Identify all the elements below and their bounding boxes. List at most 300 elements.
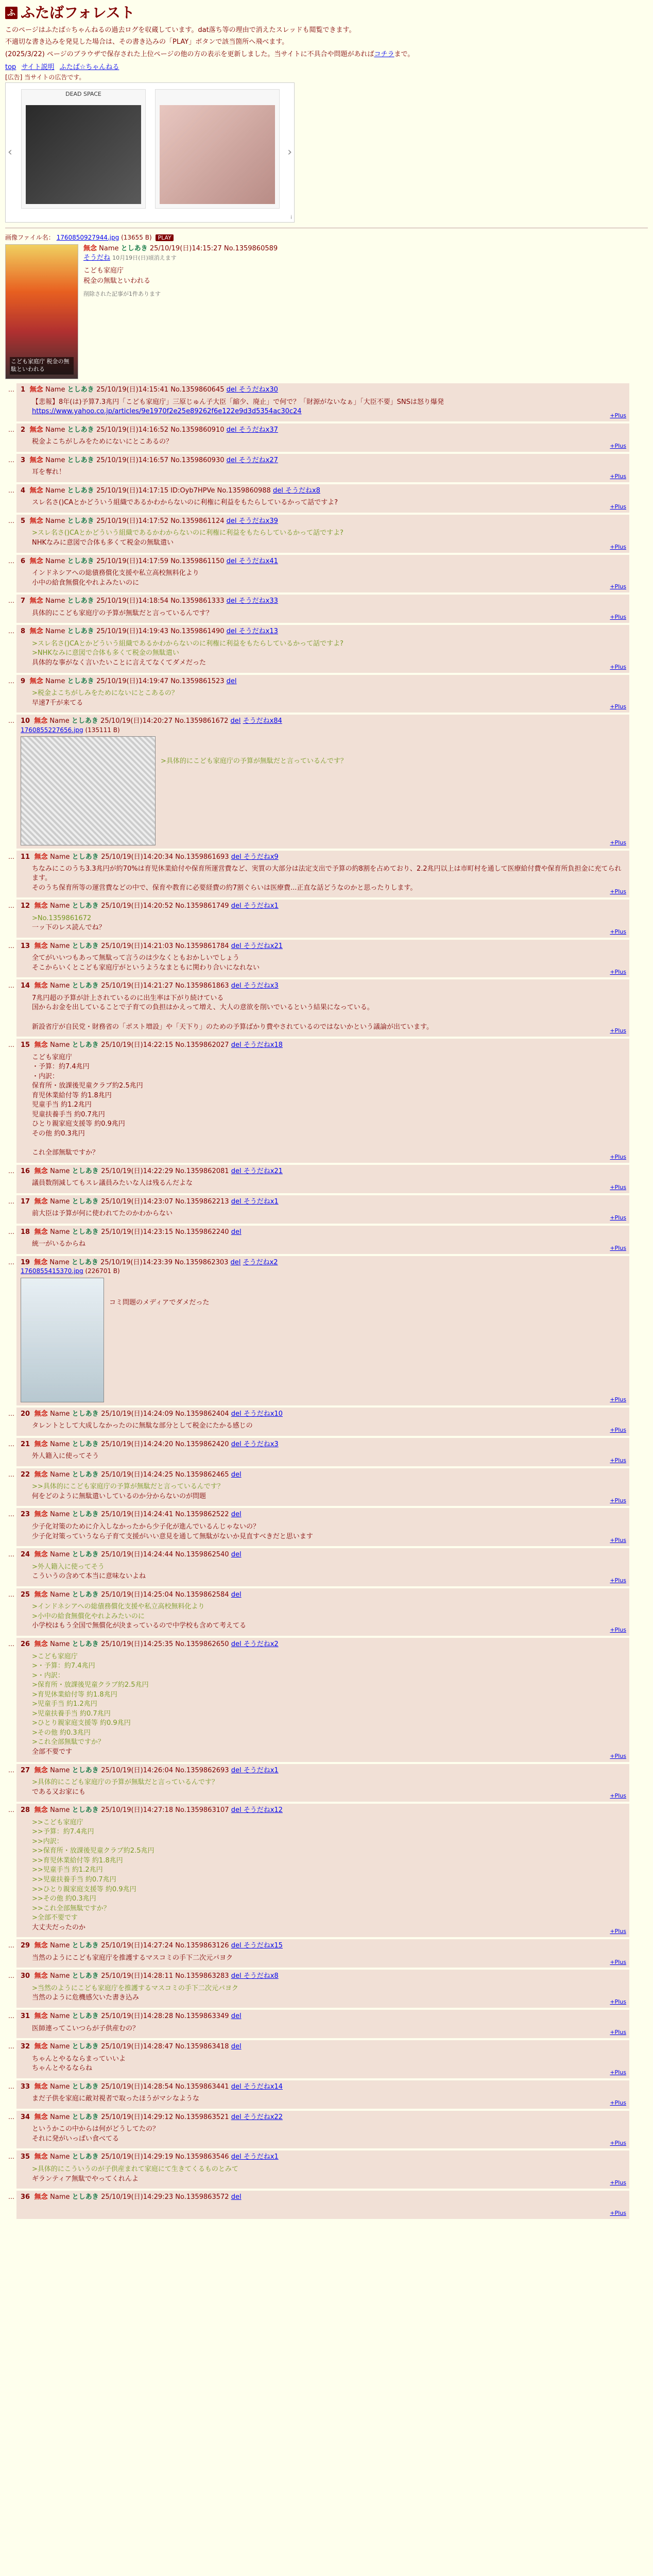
reply-date: 25/10/19(日)14:24:44 [101,1551,176,1559]
reply-no[interactable]: No.1359863546 [175,2153,231,2161]
reply-sodane[interactable]: そうだねx27 [238,456,278,464]
reply-plus-link[interactable]: +Plus [610,1396,626,1403]
reply-del-button[interactable]: del [230,717,241,725]
reply-plus-link[interactable]: +Plus [610,703,626,710]
reply [16,940,629,978]
reply-header [21,677,625,686]
reply-sodane[interactable]: そうだねx21 [243,1167,283,1175]
reply-row [5,2040,648,2078]
reply-marker: … [8,1167,14,1175]
reply-del-button[interactable]: del [231,1511,242,1519]
reply-name-label: Name [50,1640,72,1648]
reply-line: ひとり親家庭支援等 約0.9兆円 [32,1120,125,1128]
reply-plus-link[interactable]: +Plus [610,583,626,590]
reply-sodane[interactable]: そうだねx14 [243,2082,283,2091]
reply-plus-link[interactable]: +Plus [610,473,626,480]
reply-no[interactable]: No.1359863349 [175,2012,231,2020]
nav-futaba[interactable]: ふたば☆ちゃんねる [59,63,119,72]
reply-sodane[interactable]: そうだねx13 [238,628,278,636]
reply-line: その他 約0.3兆円 [32,1130,85,1138]
reply-no[interactable]: No.1359862404 [175,1410,231,1418]
reply-no[interactable]: No.1359860930 [170,456,227,464]
reply-quote-line: >これ全部無駄ですか？ [32,1738,105,1747]
reply-sodane[interactable]: そうだねx10 [243,1410,283,1418]
nav-about[interactable]: サイト説明 [21,63,55,72]
reply-plus-link[interactable]: +Plus [610,1958,626,1965]
reply-marker: … [8,628,14,635]
reply-del-button[interactable]: del [231,2153,244,2161]
reply-marker: … [8,942,14,950]
reply-file-link[interactable]: 1760855415370.jpg [21,1267,83,1275]
reply-name-label: Name [50,1590,72,1599]
reply-image-wrap [21,736,625,845]
reply-sodane[interactable]: そうだねx30 [238,386,278,394]
reply-body [32,2024,625,2033]
reply-plus-link[interactable]: +Plus [610,1214,626,1221]
reply-name: としあき [72,982,101,990]
reply-header [21,1766,625,1775]
reply-number: 1 [21,386,28,394]
reply-quote-line: >こども家庭庁 [32,1652,78,1660]
reply-del-button[interactable]: del [231,1766,244,1774]
reply-sodane[interactable]: そうだねx15 [243,1942,283,1950]
reply-header [21,942,625,951]
reply-del-button[interactable]: del [231,2082,244,2091]
reply-del-button[interactable]: del [226,677,237,685]
reply-body [32,1482,625,1501]
reply-del-button[interactable]: del [230,1258,241,1266]
reply-marker: … [8,2012,14,2020]
reply-plus-link[interactable]: +Plus [610,663,626,670]
reply-del-button[interactable]: del [272,486,285,495]
op-expire: 10月19日(日)頃消えます [112,254,177,261]
reply-plus-link[interactable]: +Plus [610,2210,626,2217]
reply-sodane[interactable]: そうだねx1 [243,902,279,910]
reply-del-button[interactable]: del [231,982,244,990]
reply-no[interactable]: No.1359862027 [175,1041,231,1049]
reply-del-button[interactable]: del [231,942,244,950]
reply-del-button[interactable]: del [231,1228,242,1236]
reply-body [32,2125,625,2143]
reply-row [5,1408,648,1436]
reply-del-button[interactable]: del [226,386,239,394]
reply-no[interactable]: No.1359862693 [175,1766,231,1774]
ad-prev-arrow-icon[interactable]: ‹ [8,146,12,159]
reply-row [5,851,648,897]
reply-sodane[interactable]: そうだねx8 [243,1972,279,1980]
reply-number: 22 [21,1470,32,1479]
reply-row [5,1970,648,2008]
reply-row [5,1226,648,1254]
reply-no[interactable]: No.1359862522 [175,1511,231,1519]
reply-del-button[interactable]: del [231,902,244,910]
reply-no[interactable]: No.1359863521 [175,2113,231,2121]
reply-file-link[interactable]: 1760855227656.jpg [21,726,83,734]
reply-plus-link[interactable]: +Plus [610,2029,626,2036]
reply-plus-link[interactable]: +Plus [610,1183,626,1191]
reply-sodane[interactable]: そうだねx21 [243,942,283,950]
reply-subject: 無念 [34,1167,50,1175]
reply-name-label: Name [50,982,72,990]
reply-name: としあき [72,1766,101,1774]
ad-card-1[interactable] [21,89,146,209]
reply-del-button[interactable]: del [231,2012,242,2020]
reply-line: 医師連ってこいつらが子供産むの？ [32,2024,140,2032]
reply-name-label: Name [50,2012,72,2020]
reply-no[interactable]: No.1359863418 [175,2043,231,2051]
reply-no[interactable]: No.1359861333 [170,597,227,605]
reply-plus-link[interactable]: +Plus [610,968,626,975]
reply-plus-link[interactable]: +Plus [610,1928,626,1935]
reply-del-button[interactable]: del [231,2193,242,2201]
reply-number: 33 [21,2082,32,2091]
reply-number: 13 [21,942,32,950]
reply-sodane[interactable]: そうだねx3 [243,1440,279,1448]
reply-date: 25/10/19(日)14:28:54 [101,2082,176,2091]
ad-banner[interactable] [5,82,295,223]
reply-del-button[interactable]: del [231,1551,242,1559]
reply-plus-link[interactable]: +Plus [610,1792,626,1800]
reply-plus-link[interactable]: +Plus [610,1245,626,1252]
reply-plus-link[interactable]: +Plus [610,2069,626,2076]
reply-sodane[interactable]: そうだねx9 [243,853,279,861]
op-file-link[interactable]: 1760850927944.jpg [56,234,119,242]
reply-number: 11 [21,853,32,861]
reply-date: 25/10/19(日)14:25:04 [101,1590,176,1599]
reply-marker: … [8,1972,14,1980]
reply-date: 25/10/19(日)14:22:15 [101,1041,176,1049]
replies-section-1 [5,383,648,713]
op-sodane[interactable]: そうだね [83,253,111,262]
reply-del-button[interactable]: del [231,1972,244,1980]
reply-sodane[interactable]: そうだねx39 [238,517,278,525]
reply-body [32,1602,625,1631]
reply-quote-line: >当然のようにこども家庭庁を推護するマスコミの手下二次元パヨク [32,1984,238,1992]
reply-sodane[interactable]: そうだねx37 [238,426,278,434]
reply-no[interactable]: No.1359860910 [170,426,227,434]
reply-no[interactable]: No.1359862540 [175,1551,231,1559]
reply-no[interactable]: No.1359862650 [175,1640,231,1648]
reply-no[interactable]: No.1359861523 [170,677,227,685]
reply-plus-link[interactable]: +Plus [610,1497,626,1504]
reply-plus-link[interactable]: +Plus [610,1998,626,2006]
reply-header [21,1041,625,1050]
reply-name: としあき [67,628,97,636]
reply-number: 15 [21,1041,32,1049]
reply-marker: … [8,2193,14,2201]
op-no[interactable]: No.1359860589 [224,245,278,253]
reply-del-button[interactable]: del [231,1197,244,1206]
reply-name-label: Name [50,1440,72,1448]
reply-header [21,1410,625,1419]
reply-image-thumbnail[interactable] [21,1278,104,1402]
reply-plus-link[interactable]: +Plus [610,503,626,511]
reply-no[interactable]: No.1359861490 [170,628,227,636]
reply-name-label: Name [50,1228,72,1236]
reply-header [21,1806,625,1815]
reply-no[interactable]: No.1359862420 [175,1440,231,1448]
reply-header [21,1258,625,1267]
reply-del-button[interactable]: del [226,597,239,605]
reply-marker: … [8,1197,14,1205]
reply-image-thumbnail[interactable] [21,736,156,845]
op-file-label: 画像ファイル名： [5,234,55,242]
reply-del-button[interactable]: del [231,1041,244,1049]
reply-marker: … [8,2113,14,2121]
reply-no[interactable]: No.1359861749 [175,902,231,910]
reply-header [21,1550,625,1560]
reply-sodane[interactable]: そうだねx1 [243,2153,279,2161]
reply-line: そのうち保育所等の運営費などの中で、保育や教育に必要経費の約7割ぐらいは医療費...正直な話どうなのかと思ったりします。 [32,884,417,892]
reply-header [21,1470,625,1480]
reply-header [21,2113,625,2122]
reply-no[interactable]: No.1359861863 [175,982,231,990]
reply-del-button[interactable]: del [226,426,239,434]
reply-name-label: Name [45,386,67,394]
reply-subject: 無念 [29,597,46,605]
ad-card-2[interactable] [155,89,280,209]
site-title[interactable]: ふたばフォレスト [21,4,135,21]
reply-marker: … [8,1766,14,1774]
reply-number: 17 [21,1197,32,1206]
reply-quote-line: >税金よこちがしみをためにないにとこあるの？ [32,689,178,698]
reply-plus-link[interactable]: +Plus [610,1426,626,1433]
reply-date: 25/10/19(日)14:19:47 [96,677,171,685]
reply-header [21,557,625,566]
reply-image-wrap [21,1278,625,1402]
reply-no[interactable]: No.1359863283 [175,1972,231,1980]
reply-name-label: Name [50,1806,72,1815]
reply-no[interactable]: No.1359861672 [175,717,229,725]
reply-no[interactable]: No.1359860645 [170,386,227,394]
reply-marker: … [8,1511,14,1518]
reply-del-button[interactable]: del [226,517,239,525]
reply-no[interactable]: No.1359862240 [175,1228,231,1236]
reply-name-label: Name [50,2153,72,2161]
reply-del-button[interactable]: del [226,628,239,636]
reply-sodane[interactable]: そうだねx1 [243,1197,279,1206]
reply-no[interactable]: No.1359862584 [175,1590,231,1599]
reply-name-label: Name [50,2082,72,2091]
reply-name-label: Name [50,942,72,950]
reply-number: 29 [21,1942,32,1950]
reply-no[interactable]: No.1359863126 [175,1942,231,1950]
reply-del-button[interactable]: del [226,557,239,565]
reply-date: 25/10/19(日)14:18:54 [96,597,171,605]
reply-plus-link[interactable]: +Plus [610,1027,626,1035]
reply-name: としあき [72,1640,101,1648]
reply-date: 25/10/19(日)14:27:18 [101,1806,176,1815]
reply-date: 25/10/19(日)14:15:41 [96,386,171,394]
reply-marker: … [8,557,14,565]
reply-header [21,2012,625,2021]
reply-line: 全てがいいつもあって無駄って言うのは少なくともおかしいでしょう [32,954,239,962]
reply-name-label: Name [45,677,67,685]
reply-subject: 無念 [29,628,46,636]
reply-subject: 無念 [34,2193,50,2201]
reply-sodane[interactable]: そうだねx8 [285,486,320,495]
reply-subject: 無念 [34,853,50,861]
reply-number: 23 [21,1511,32,1519]
reply-sodane[interactable]: そうだねx41 [238,557,278,565]
reply-no[interactable]: No.1359862303 [175,1258,229,1266]
ad-info-icon[interactable]: i [290,214,292,221]
reply-plus-link[interactable]: +Plus [610,1537,626,1544]
reply-line: 小中の給食無償化やれよみたいのに [32,579,140,587]
reply-sodane[interactable]: そうだねx22 [243,2113,283,2121]
site-logo[interactable]: ふ [5,7,18,19]
reply-marker: … [8,1640,14,1648]
reply-row [5,1256,648,1405]
reply-plus-link[interactable]: +Plus [610,928,626,935]
reply-plus-link[interactable]: +Plus [610,1153,626,1160]
reply-no[interactable]: No.1359861150 [170,557,227,565]
reply-sodane[interactable]: そうだねx18 [243,1041,283,1049]
reply-del-button[interactable]: del [231,2043,242,2051]
reply [16,851,629,897]
reply-name-label: Name [50,853,72,861]
reply-marker: … [8,1470,14,1478]
reply-name-label: Name [45,597,67,605]
reply-name: としあき [71,717,98,725]
reply-del-button[interactable]: del [231,1167,244,1175]
reply-header [21,2082,625,2092]
reply-plus-link[interactable]: +Plus [610,1626,626,1634]
reply-plus-link[interactable]: +Plus [610,2099,626,2106]
reply-subject: 無念 [34,942,50,950]
reply-no[interactable]: No.1359862081 [175,1167,231,1175]
reply-plus-link[interactable]: +Plus [610,888,626,895]
reply-plus-link[interactable]: +Plus [610,1457,626,1464]
reply-no[interactable]: ID:Oyb7HPVe No.1359860988 [170,486,273,495]
op-play-button[interactable]: PLAY [156,234,173,241]
reply-line: こども家庭庁 [32,1053,73,1061]
op-subject: 無念 [83,245,97,253]
op-thumbnail[interactable] [5,244,78,379]
reply-date: 25/10/19(日)14:21:03 [101,942,176,950]
reply-link[interactable]: https://www.yahoo.co.jp/articles/9e1970f2e25e89262f6e122e9d3d5354ac30c24 [32,408,302,416]
reply-sodane[interactable]: そうだねx12 [243,1806,283,1815]
reply-name: としあき [72,1470,101,1479]
reply-plus-link[interactable]: +Plus [610,1577,626,1584]
reply-line: ・予算：約7.4兆円 [32,1063,90,1071]
reply-del-button[interactable]: del [231,1470,242,1479]
reply-sodane[interactable]: そうだねx3 [243,982,279,990]
reply-no[interactable]: No.1359863441 [175,2082,231,2091]
reply-row [5,1039,648,1163]
reply-header [21,456,625,465]
reply-header [21,2042,625,2052]
reply [16,1970,629,2008]
reply-no[interactable]: No.1359861124 [170,517,227,525]
reply-line: 育児休業給付等 約1.8兆円 [32,1091,112,1099]
reply-marker: … [8,677,14,685]
reply-row [5,675,648,713]
reply-del-button[interactable]: del [231,853,244,861]
reply-line: 小学校はもう全国で無償化が決まっているので中学校も含めて考えてる [32,1622,247,1630]
reply-body [32,2094,625,2104]
reply-image-text: コミ問題のメディアでダメだった [109,1298,210,1307]
reply-number: 24 [21,1551,32,1559]
reply-del-button[interactable]: del [231,1942,244,1950]
reply-row [5,2111,648,2149]
reply-no[interactable]: No.1359863572 [175,2193,231,2201]
reply [16,2010,629,2038]
reply [16,2150,629,2189]
reply-plus-link[interactable]: +Plus [610,412,626,419]
reply-line: 外人籍入に使ってそう [32,1452,99,1461]
reply [16,1438,629,1466]
reply-row [5,454,648,482]
reply-subject: 無念 [34,717,48,725]
reply-plus-link[interactable]: +Plus [610,442,626,449]
reply-sodane[interactable]: そうだねx2 [243,1640,279,1648]
reply-plus-link[interactable]: +Plus [610,839,626,846]
reply-subject: 無念 [34,1640,50,1648]
reply-no[interactable]: No.1359861784 [175,942,231,950]
reply-del-button[interactable]: del [226,456,239,464]
contact-link[interactable]: コチラ [374,50,394,58]
reply-header [21,597,625,606]
reply-line: スレ名さ()CAとかどういう組織であるかわからないのに利権に利益をもたらしているかって話ですよ? [32,499,338,507]
reply-plus-link[interactable]: +Plus [610,2179,626,2187]
reply-sodane[interactable]: そうだねx1 [243,1766,279,1774]
reply-date: 25/10/19(日)14:28:11 [101,1972,176,1980]
reply-body [32,437,625,447]
reply-with-image [16,715,629,849]
reply-name: としあき [72,1041,101,1049]
reply-row [5,715,648,849]
reply-sodane[interactable]: そうだねx2 [243,1258,278,1266]
reply-subject: 無念 [34,1410,50,1418]
reply-no[interactable]: No.1359861693 [175,853,231,861]
ad-next-arrow-icon[interactable]: › [287,146,292,159]
reply [16,1508,629,1546]
reply-del-button[interactable]: del [231,1440,244,1448]
reply-plus-link[interactable]: +Plus [610,1752,626,1759]
reply-body [32,1053,625,1158]
reply-no[interactable]: No.1359863107 [175,1806,231,1815]
reply-del-button[interactable]: del [231,1590,242,1599]
reply-body [32,1179,625,1188]
reply-name-label: Name [50,1972,72,1980]
reply [16,675,629,713]
reply-line: 税金よこちがしみをためにないにとこあるの？ [32,438,173,446]
reply-sodane[interactable]: そうだねx84 [243,717,282,725]
reply-del-button[interactable]: del [231,1640,244,1648]
reply-body [32,1984,625,2003]
reply-del-button[interactable]: del [231,1410,244,1418]
reply-name: としあき [67,677,97,685]
reply-quote-line: >>児童扶養手当 約0.7兆円 [32,1875,116,1884]
reply-sodane[interactable]: そうだねx33 [238,597,278,605]
nav-top[interactable]: top [5,63,16,72]
reply-plus-link[interactable]: +Plus [610,614,626,621]
reply-subject: 無念 [34,1766,50,1774]
reply-date: 25/10/19(日)14:28:28 [101,2012,176,2020]
reply-marker: … [8,1440,14,1448]
replies-section-3 [5,1408,648,2219]
reply-no[interactable]: No.1359862213 [175,1197,231,1206]
reply-plus-link[interactable]: +Plus [610,543,626,550]
reply-del-button[interactable]: del [231,2113,244,2121]
reply-plus-link[interactable]: +Plus [610,2139,626,2146]
reply-no[interactable]: No.1359862465 [175,1470,231,1479]
reply-del-button[interactable]: del [231,1806,244,1815]
reply-body [32,865,625,892]
reply-name-label: Name [50,1041,72,1049]
reply-subject: 無念 [34,2153,50,2161]
